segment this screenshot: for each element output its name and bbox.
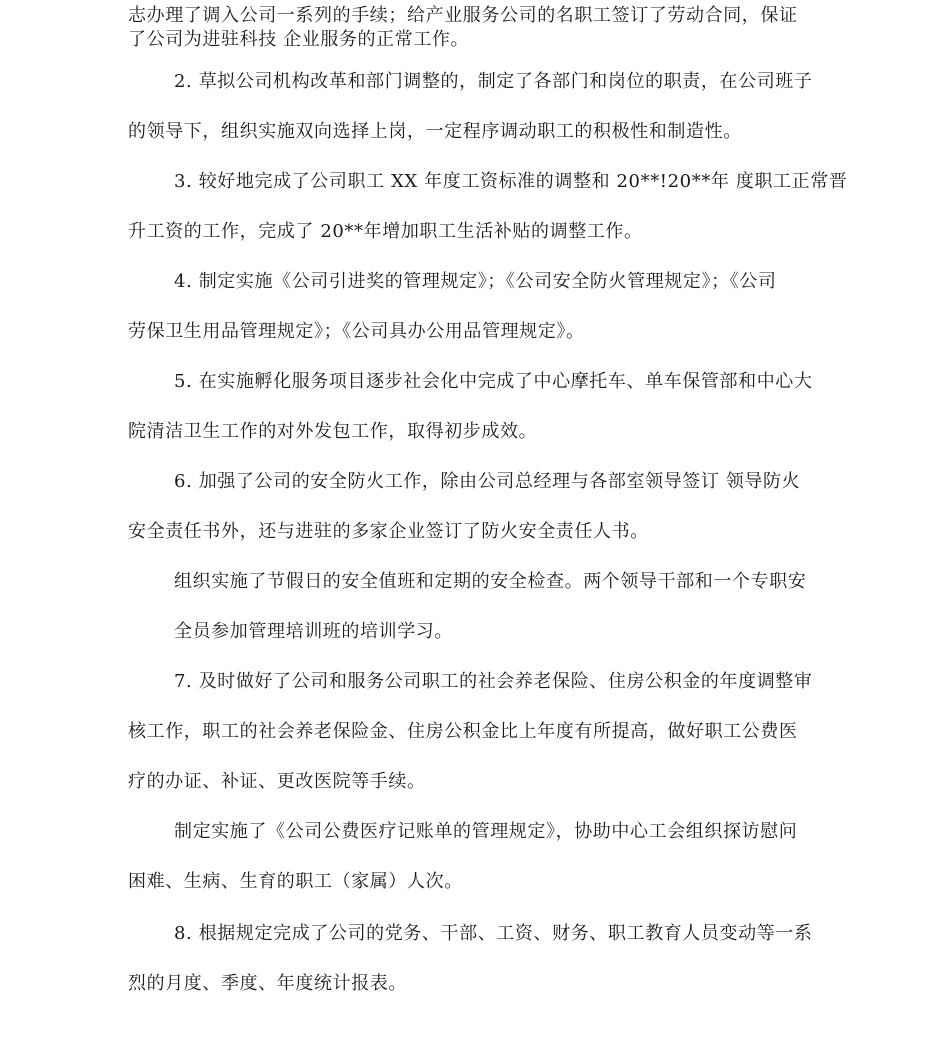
text-line: 安全责任书外，还与进驻的多家企业签订了防火安全责任人书。	[128, 521, 649, 542]
text-line: 4. 制定实施《公司引进奖的管理规定》；《公司安全防火管理规定》；《公司	[174, 271, 777, 292]
text-line: 劳保卫生用品管理规定》；《公司具办公用品管理规定》。	[128, 321, 585, 342]
text-line: 6. 加强了公司的安全防火工作，除由公司总经理与各部室领导签订 领导防火	[174, 471, 801, 492]
text-line: 8. 根据规定完成了公司的党务、干部、工资、财务、职工教育人员变动等一系	[174, 923, 813, 944]
text-line: 2. 草拟公司机构改革和部门调整的，制定了各部门和岗位的职责，在公司班子	[174, 71, 813, 92]
text-line: 组织实施了节假日的安全值班和定期的安全检查。两个领导干部和一个专职安	[174, 571, 807, 592]
text-line: 3. 较好地完成了公司职工 XX 年度工资标准的调整和 20**!20**年 度职工正常晋	[174, 171, 848, 192]
text-line: 疗的办证、补证、更改医院等手续。	[128, 771, 426, 792]
text-line: 5. 在实施孵化服务项目逐步社会化中完成了中心摩托车、单车保管部和中心大	[174, 371, 813, 392]
text-line: 的领导下，组织实施双向选择上岗，一定程序调动职工的积极性和制造性。	[128, 121, 742, 142]
text-line: 院清洁卫生工作的对外发包工作，取得初步成效。	[128, 421, 538, 442]
text-line: 了公司为进驻科技 企业服务的正常工作。	[128, 29, 470, 50]
text-line: 全员参加管理培训班的培训学习。	[174, 621, 453, 642]
text-line: 核工作，职工的社会养老保险金、住房公积金比上年度有所提高，做好职工公费医	[128, 721, 798, 742]
text-line: 志办理了调入公司一系列的手续；给产业服务公司的名职工签订了劳动合同，保证	[128, 5, 798, 26]
text-line: 困难、生病、生育的职工（家属）人次。	[128, 871, 463, 892]
text-line: 烈的月度、季度、年度统计报表。	[128, 973, 407, 994]
text-line: 升工资的工作，完成了 20**年增加职工生活补贴的调整工作。	[128, 221, 643, 242]
text-line: 制定实施了《公司公费医疗记账单的管理规定》，协助中心工会组织探访慰问	[174, 821, 798, 842]
text-line: 7. 及时做好了公司和服务公司职工的社会养老保险、住房公积金的年度调整审	[174, 671, 813, 692]
